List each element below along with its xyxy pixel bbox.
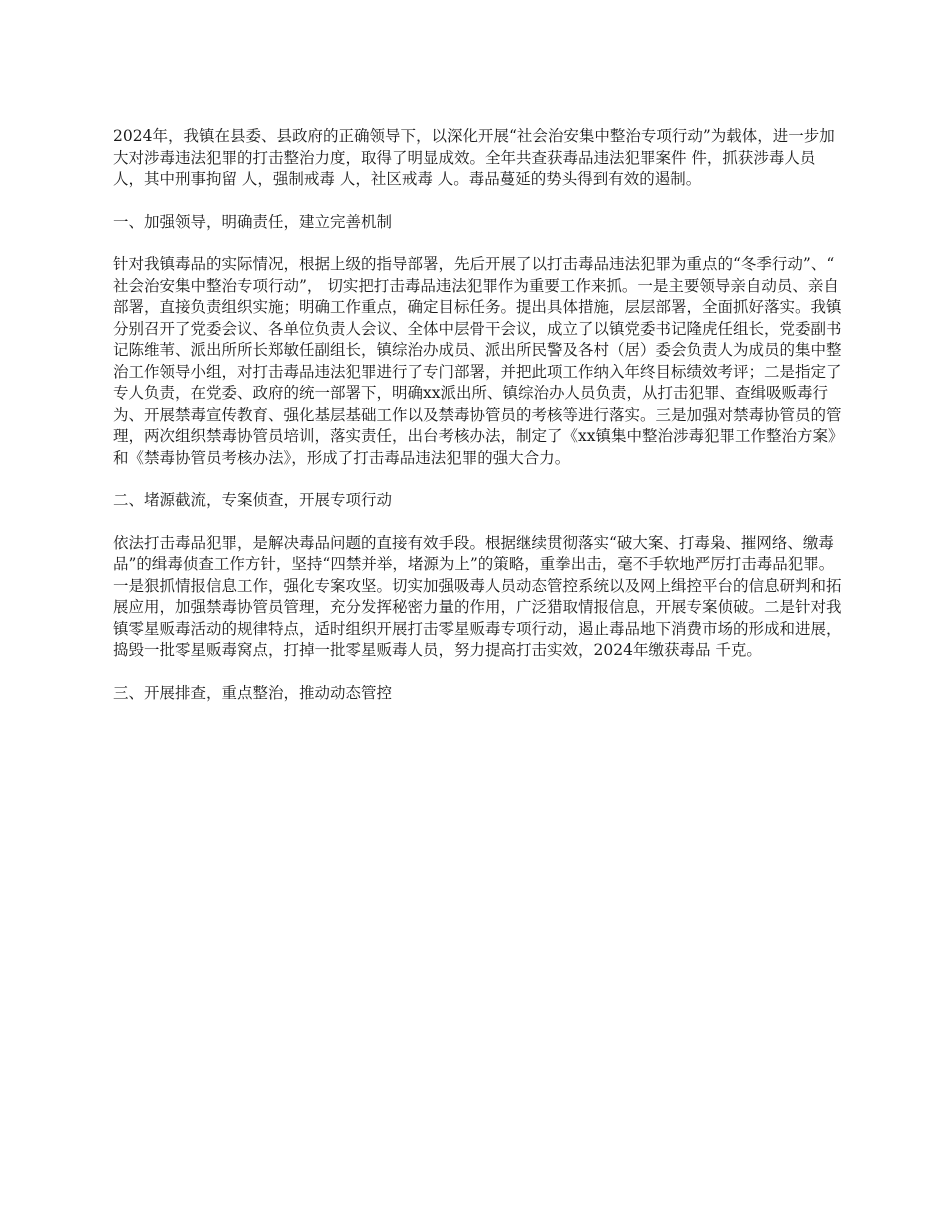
section-3-heading: 三、开展排查，重点整治，推动动态管控 xyxy=(113,683,393,702)
section-2-heading: 二、堵源截流，专案侦查，开展专项行动 xyxy=(113,491,393,509)
document-page xyxy=(113,126,843,725)
section-2-body: 依法打击毒品犯罪，是解决毒品问题的直接有效手段。根据继续贯彻落实“破大案、打毒枭、摧网络、缴毒品”的缉毒侦查工作方针，坚持“四禁并举，堵源为上”的策略，重拳出击，毫不手软地严厉打击毒品犯罪。一是狠抓情报信息工作，强化专案攻坚。切实加强吸毒人员动态管控系统以及网上缉控平台的信息研判和拓展应用，加强禁毒协管员管理，充分发挥秘密力量的作用，广泛猎取情报信息，开展专案侦破。二是针对我镇零星贩毒活动的规律特点，适时组织开展打击零星贩毒专项行动，遏止毒品地下消费市场的形成和进展，捣毁一批零星贩毒窝点，打掉一批零星贩毒人员，努力提高打击实效，2024年缴获毒品 千克。 xyxy=(113,533,842,659)
section-1-body: 针对我镇毒品的实际情况，根据上级的指导部署，先后开展了以打击毒品违法犯罪为重点的“冬季行动”、“ 社会治安集中整治专项行动”， 切实把打击毒品违法犯罪作为重要工作来抓。一是主要领导亲自动员、亲自部署，直接负责组织实施；明确工作重点，确定目标任务。提出具体措施，层层部署，全面抓好落实。我镇分别召开了党委会议、各单位负责人会议、全体中层骨干会议，成立了以镇党委书记隆虎任组长，党委副书记陈维苇、派出所所长郑敏任副组长，镇综治办成员、派出所民警及各村（居）委会负责人为成员的集中整治工作领导小组，对打击毒品违法犯罪进行了专门部署，并把此项工作纳入年终目标绩效考评；二是指定了专人负责，在党委、政府的统一部署下，明确xx派出所、镇综治办人员负责，从打击犯罪、查缉吸贩毒行为、开展禁毒宣传教育、强化基层基础工作以及禁毒协管员的考核等进行落实。三是加强对禁毒协管员的管理，两次组织禁毒协管员培训，落实责任，出台考核办法，制定了《xx镇集中整治涉毒犯罪工作整治方案》和《禁毒协管员考核办法》，形成了打击毒品违法犯罪的强大合力。 xyxy=(113,255,842,467)
section-1-heading: 一、加强领导，明确责任，建立完善机制 xyxy=(113,212,393,231)
intro-paragraph: 2024年，我镇在县委、县政府的正确领导下，以深化开展“社会治安集中整治专项行动”为载体，进一步加大对涉毒违法犯罪的打击整治力度，取得了明显成效。全年共查获毒品违法犯罪案件 件，抓获涉毒人员 人，其中刑事拘留 人，强制戒毒 人，社区戒毒 人。毒品蔓延的势头得到有效的遏制。 xyxy=(113,127,835,188)
